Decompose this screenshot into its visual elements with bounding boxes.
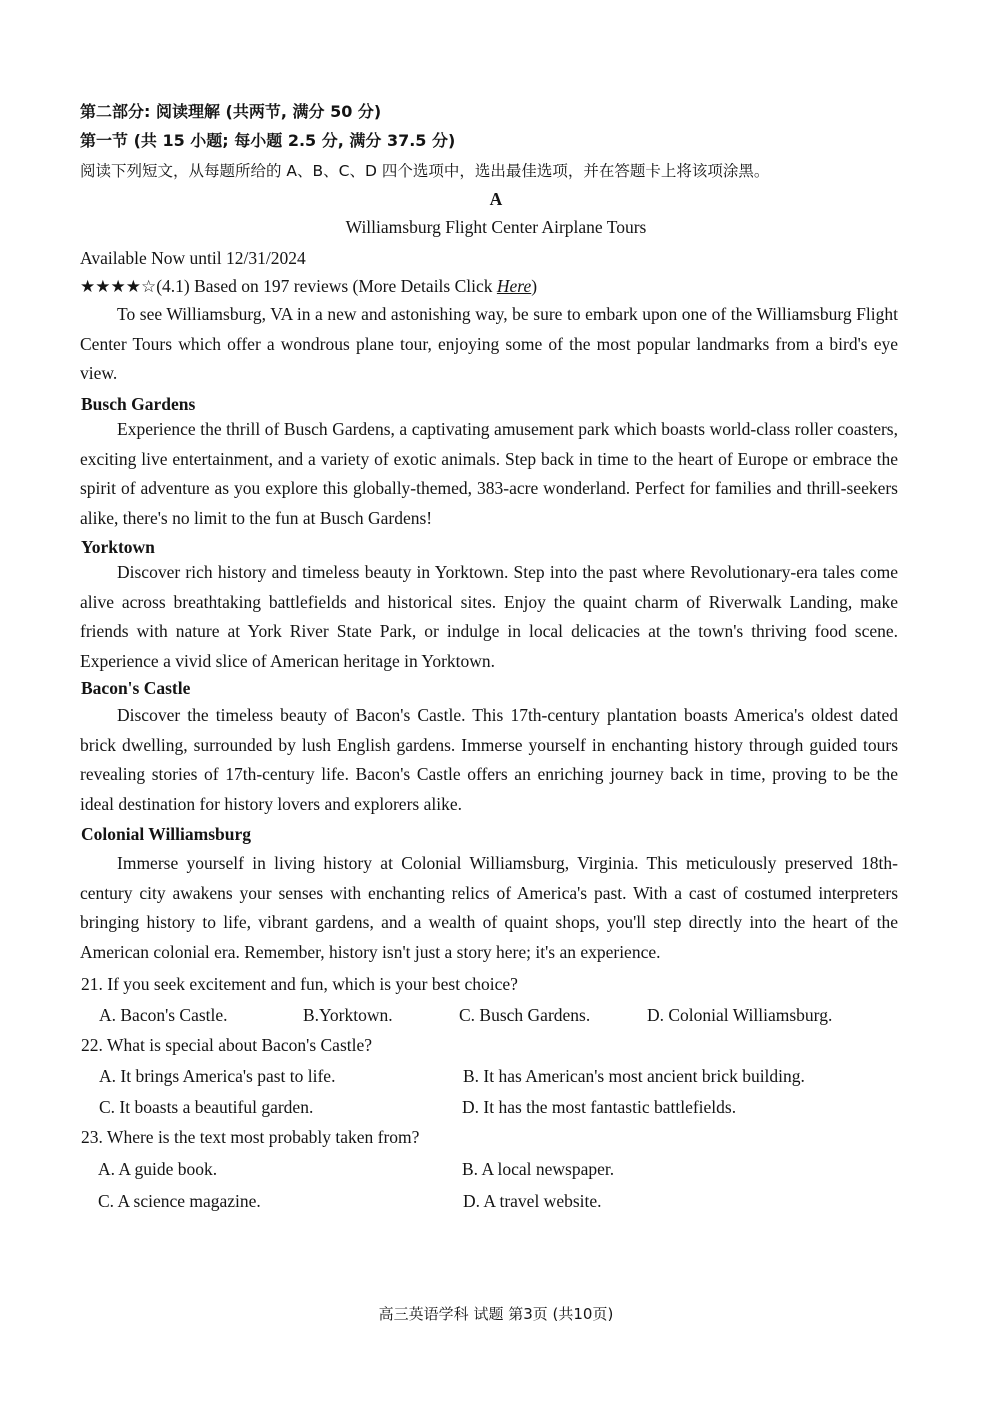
- q21-option-b: B.Yorktown.: [303, 1005, 393, 1025]
- passage-title: Williamsburg Flight Center Airplane Tours: [345, 217, 647, 237]
- section-heading-bacons-castle: Bacon's Castle: [81, 678, 191, 698]
- instruction: 阅读下列短文，从每题所给的 A、B、C、D 四个选项中，选出最佳选项，并在答题卡上将该项涂黑。: [80, 162, 770, 180]
- q22-option-a: A. It brings America's past to life.: [99, 1066, 336, 1086]
- q21-option-d: D. Colonial Williamsburg.: [647, 1005, 833, 1025]
- rating-close: ): [531, 276, 538, 296]
- section-heading-colonial-williamsburg: Colonial Williamsburg: [81, 824, 252, 844]
- section-body-yorktown: Discover rich history and timeless beauty in Yorktown. Step into the past where Revolutionary-era tales come alive across breathtaking battlefields and historical sites. Enjoy the quaint charm of Riverwalk Landing, make friends with nature at York River State Park, or indulge in local delicacies at the town's thriving food scene. Experience a vivid slice of American heritage in Yorktown.: [80, 562, 898, 671]
- here-link[interactable]: Here: [496, 276, 532, 296]
- section-heading-yorktown: Yorktown: [81, 537, 155, 557]
- question-23-stem: 23. Where is the text most probably taken from?: [81, 1127, 420, 1147]
- page-footer: 高三英语学科 试题 第3页 (共10页): [378, 1305, 614, 1323]
- q21-option-a: A. Bacon's Castle.: [99, 1005, 228, 1025]
- q23-option-c: C. A science magazine.: [98, 1191, 261, 1211]
- rating-text: (4.1) Based on 197 reviews (More Details Click: [156, 276, 497, 296]
- availability: Available Now until 12/31/2024: [80, 248, 306, 268]
- section-title: 第一节 (共 15 小题; 每小题 2.5 分, 满分 37.5 分): [80, 131, 456, 150]
- star-rating-icon: ★★★★☆: [80, 277, 157, 297]
- q22-option-c: C. It boasts a beautiful garden.: [99, 1097, 314, 1117]
- intro-paragraph: To see Williamsburg, VA in a new and astonishing way, be sure to embark upon one of the Williamsburg Flight Center Tours which offer a wondrous plane tour, enjoying some of the most popular landmarks from a bird's eye view.: [80, 304, 898, 383]
- section-heading-busch-gardens: Busch Gardens: [81, 394, 196, 414]
- q21-option-c: C. Busch Gardens.: [459, 1005, 591, 1025]
- part-title: 第二部分: 阅读理解 (共两节, 满分 50 分): [80, 102, 382, 121]
- q23-option-b: B. A local newspaper.: [462, 1159, 615, 1179]
- section-body-bacons-castle: Discover the timeless beauty of Bacon's Castle. This 17th-century plantation boasts America's oldest dated brick dwelling, surrounded by lush English gardens. Immerse yourself in enchanting history through guided tours revealing stories of 17th-century life. Bacon's Castle offers an enriching journey back in time, proving to be the ideal destination for history lovers and explorers alike.: [80, 705, 898, 814]
- rating-row: [80, 275, 537, 298]
- section-body-busch-gardens: Experience the thrill of Busch Gardens, a captivating amusement park which boasts world-class roller coasters, exciting live entertainment, and a variety of exotic animals. Step back in time to the heart of Europe or embrace the spirit of adventure as you explore this globally-themed, 383-acre wonderland. Perfect for families and thrill-seekers alike, there's no limit to the fun at Busch Gardens!: [80, 419, 898, 528]
- q23-option-d: D. A travel website.: [463, 1191, 602, 1211]
- q22-option-b: B. It has American's most ancient brick building.: [463, 1066, 805, 1086]
- question-22-stem: 22. What is special about Bacon's Castle?: [81, 1035, 373, 1055]
- q23-option-a: A. A guide book.: [98, 1159, 218, 1179]
- passage-letter: A: [489, 189, 503, 209]
- section-body-colonial-williamsburg: Immerse yourself in living history at Colonial Williamsburg, Virginia. This meticulously preserved 18th-century city awakens your senses with enchanting relics of America's past. With a cast of costumed interpreters bringing history to life, vibrant gardens, and a wealth of quaint shops, you'll step directly into the heart of the American colonial era. Remember, history isn't just a story here; it's an experience.: [80, 853, 898, 962]
- q22-option-d: D. It has the most fantastic battlefields.: [462, 1097, 737, 1117]
- question-21-stem: 21. If you seek excitement and fun, which is your best choice?: [81, 974, 518, 994]
